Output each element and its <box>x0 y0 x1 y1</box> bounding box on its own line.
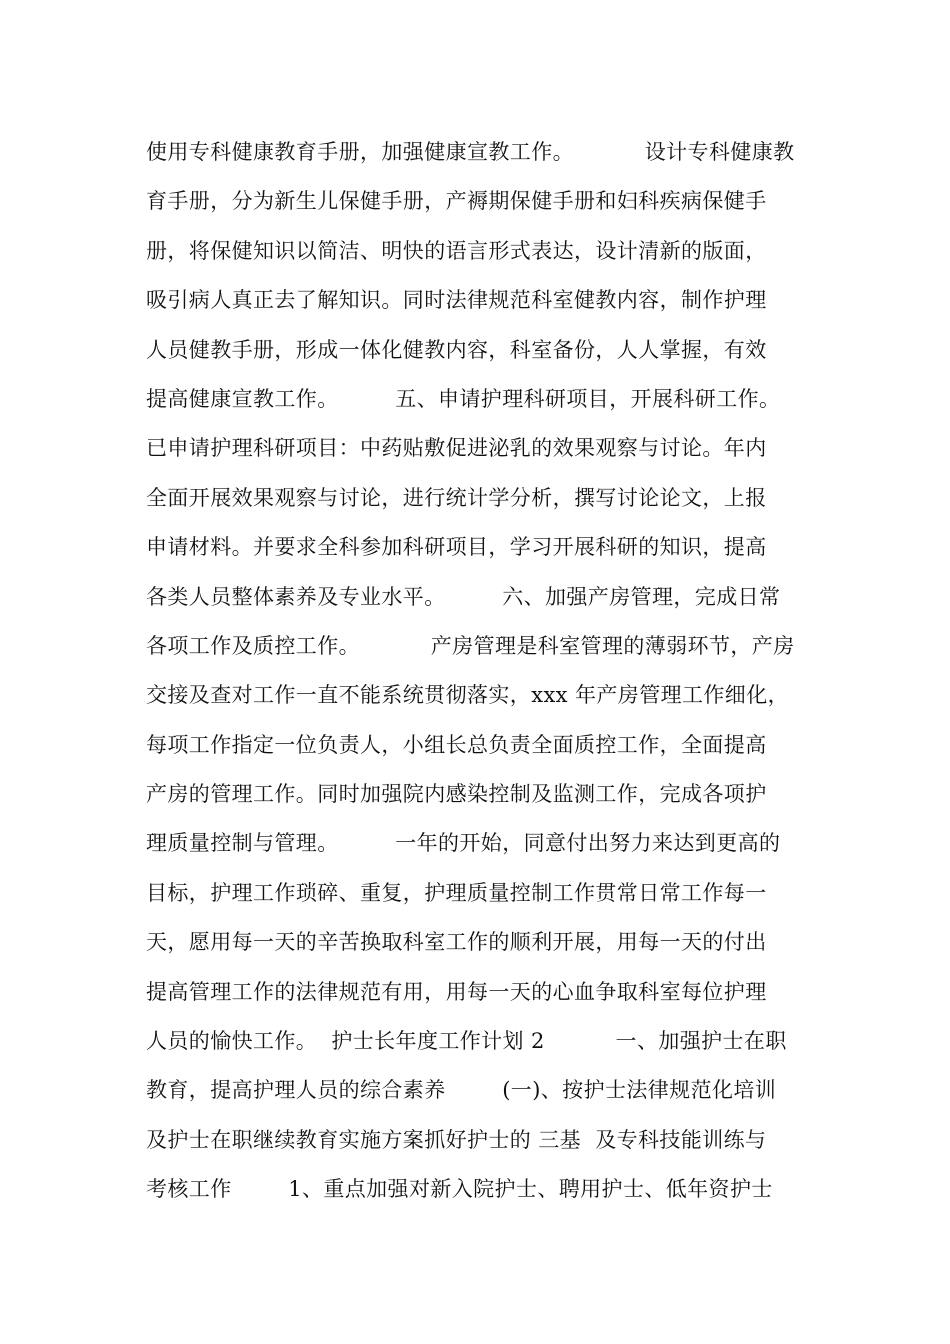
text-line: 使用专科健康教育手册，加强健康宣教工作。 设计专科健康教 <box>146 140 795 164</box>
text-line: 及护士在职继续教育实施方案抓好护士的 三基 及专科技能训练与 <box>146 1127 767 1152</box>
text-line: 天，愿用每一天的辛苦换取科室工作的顺利开展，用每一天的付出 <box>146 930 767 955</box>
text-line: 各项工作及质控工作。 产房管理是科室管理的薄弱环节，产房 <box>146 633 795 658</box>
text-line: 册，将保健知识以简洁、明快的语言形式表达，设计清新的版面， <box>146 238 767 263</box>
text-line: 全面开展效果观察与讨论，进行统计学分析，撰写讨论论文，上报 <box>146 485 767 510</box>
text-line: 申请材料。并要求全科参加科研项目，学习开展科研的知识，提高 <box>146 535 767 560</box>
text-line: 考核工作 1、重点加强对新入院护士、聘用护士、低年资护士 <box>146 1177 773 1202</box>
body-text <box>146 128 826 1215</box>
text-line: 目标，护理工作琐碎、重复，护理质量控制工作贯常日常工作每一 <box>146 880 767 905</box>
text-line: 吸引病人真正去了解知识。同时法律规范科室健教内容，制作护理 <box>146 288 767 313</box>
text-line: 每项工作指定一位负责人，小组长总负责全面质控工作，全面提高 <box>146 732 767 757</box>
text-line: 教育，提高护理人员的综合素养 (一)、按护士法律规范化培训 <box>146 1078 777 1103</box>
text-line: 理质量控制与管理。 一年的开始，同意付出努力来达到更高的 <box>146 831 781 856</box>
text-line: 各类人员整体素养及专业水平。 六、加强产房管理，完成日常 <box>146 584 781 609</box>
text-line: 人员的愉快工作。 护士长年度工作计划 2 一、加强护士在职 <box>146 1029 787 1054</box>
text-line: 提高健康宣教工作。 五、申请护理科研项目，开展科研工作。 <box>146 386 781 411</box>
text-line: 育手册，分为新生儿保健手册，产褥期保健手册和妇科疾病保健手 <box>146 189 767 214</box>
text-line: 已申请护理科研项目：中药贴敷促进泌乳的效果观察与讨论。年内 <box>146 436 767 461</box>
text-line: 人员健教手册，形成一体化健教内容，科室备份，人人掌握，有效 <box>146 337 767 362</box>
text-line: 产房的管理工作。同时加强院内感染控制及监测工作，完成各项护 <box>146 782 767 807</box>
text-line: 提高管理工作的法律规范有用，用每一天的心血争取科室每位护理 <box>146 979 767 1004</box>
text-line: 交接及查对工作一直不能系统贯彻落实，xxx 年产房管理工作细化， <box>146 683 790 708</box>
